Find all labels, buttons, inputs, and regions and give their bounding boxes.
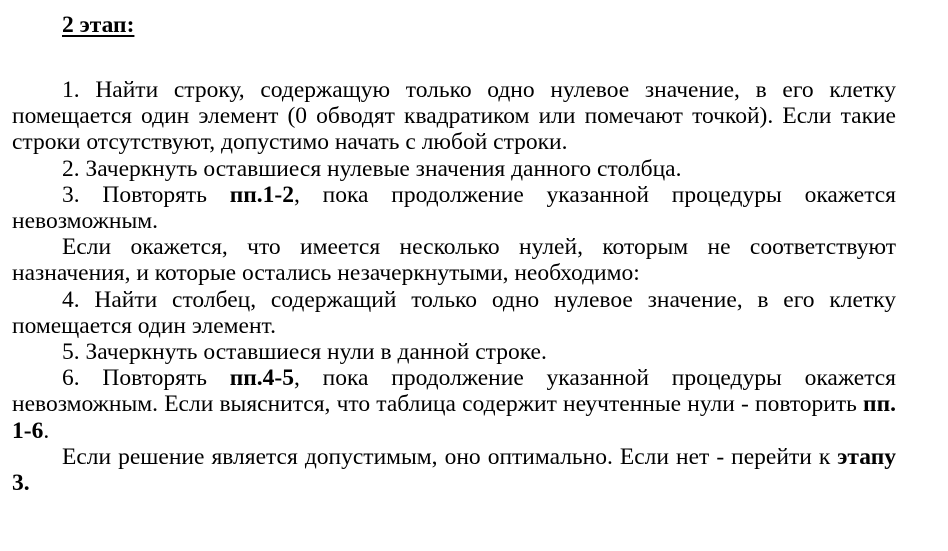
step-2-text: 2. Зачеркнуть оставшиеся нулевые значения данного столбца. — [62, 155, 682, 182]
step-6-text-start: 6. Повторять — [62, 365, 230, 392]
step-6-text-middle: , пока продолжение указанной процедуры окажется невозможным. Если выяснится, что таблица содержит неучтенные нули - повторить — [12, 365, 896, 418]
conclusion-text: Если решение является допустимым, оно оптимально. Если нет - перейти к — [62, 443, 838, 470]
step-4-paragraph — [12, 287, 896, 339]
step-3-text-end: , пока продолжение указанной процедуры окажется невозможным. — [12, 181, 896, 235]
step-6-text-end: . — [43, 417, 50, 444]
step-3-paragraph — [12, 182, 896, 234]
stage-3-reference: этапу 3. — [12, 443, 896, 497]
step-6-paragraph — [12, 365, 896, 444]
conclusion-paragraph — [12, 444, 896, 496]
document-page — [12, 6, 896, 496]
step-2-paragraph — [12, 156, 896, 182]
condition-paragraph — [12, 234, 896, 286]
step-5-paragraph — [12, 339, 896, 365]
step-1-paragraph — [12, 77, 896, 156]
step-6-reference: пп.4-5 — [229, 365, 294, 392]
step-3-text-start: 3. Повторять — [62, 181, 230, 208]
step-5-text: 5. Зачеркнуть оставшиеся нули в данной строке. — [62, 339, 547, 366]
heading-spacer — [12, 44, 896, 77]
section-heading: 2 этап: — [62, 12, 135, 38]
step-3-reference: пп.1-2 — [229, 181, 294, 208]
step-4-text: 4. Найти столбец, содержащий только одно нулевое значение, в его клетку помещается один элемент. — [12, 286, 896, 339]
step-6-repeat-reference: пп. 1-6 — [12, 391, 896, 444]
step-1-text: 1. Найти строку, содержащую только одно нулевое значение, в его клетку помещается один элемент (0 обводят квадратиком или помечают точкой). Если такие строки отсутствуют, допустимо начать с любой строки. — [12, 77, 896, 156]
condition-text: Если окажется, что имеется несколько нулей, которым не соответствуют назначения, и которые остались незачеркнутыми, необходимо: — [12, 234, 896, 287]
